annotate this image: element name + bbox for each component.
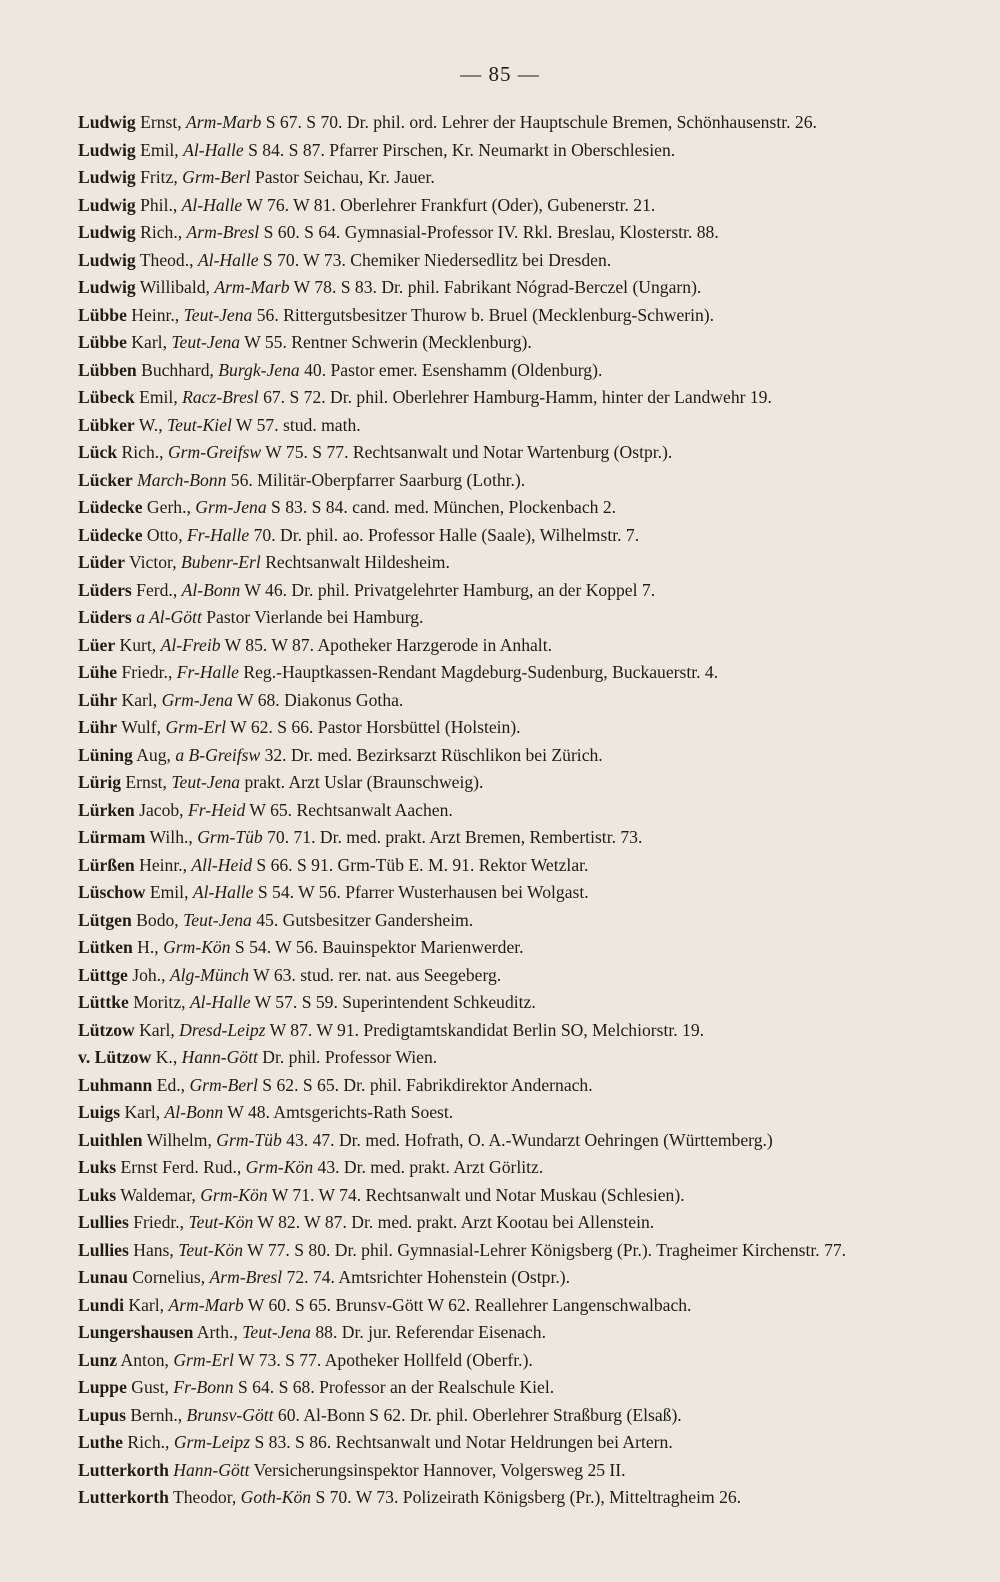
entry-given-name: Ferd., <box>131 579 182 600</box>
entry-fraternity: Grm-Tüb <box>216 1129 282 1150</box>
entry-fraternity: Teut-Jena <box>183 304 253 325</box>
entry-given-name: Theodor, <box>168 1487 241 1507</box>
entry-details: W 73. S 77. Apotheker Hollfeld (Oberfr.). <box>233 1349 533 1370</box>
entry-given-name: Rich., <box>117 442 168 462</box>
directory-entry <box>78 494 920 522</box>
entry-given-name: Wulf, <box>117 717 166 737</box>
directory-entry <box>78 137 920 165</box>
directory-entry <box>78 989 920 1017</box>
entry-details: 56. Rittergutsbesitzer Thurow b. Bruel (Mecklenburg-Schwerin). <box>252 304 715 325</box>
entry-fraternity: Racz-Bresl <box>182 387 259 407</box>
entry-details: W 71. W 74. Rechtsanwalt und Notar Muskau (Schlesien). <box>267 1184 685 1205</box>
entry-fraternity: Grm-Kön <box>200 1184 268 1205</box>
directory-entry <box>78 714 920 742</box>
entry-given-name: Heinr., <box>126 304 184 325</box>
entry-details: 32. Dr. med. Bezirksarzt Rüschlikon bei Zürich. <box>260 744 603 765</box>
entry-fraternity: Brunsv-Gött <box>186 1404 274 1425</box>
entry-given-name: Gust, <box>126 1377 174 1397</box>
entry-fraternity: Hann-Gött <box>173 1459 250 1480</box>
entry-fraternity: March-Bonn <box>137 469 227 490</box>
entry-details: 70. 71. Dr. med. prakt. Arzt Bremen, Rembertistr. 73. <box>262 827 643 847</box>
entry-fraternity: Fr-Halle <box>187 524 250 545</box>
entry-fraternity: Arm-Marb <box>186 112 262 132</box>
entry-fraternity: Teut-Kön <box>178 1239 244 1260</box>
directory-entry <box>78 1127 920 1155</box>
entry-surname: Lübbe <box>78 332 127 352</box>
entry-details: 67. S 72. Dr. phil. Oberlehrer Hamburg-Hamm, hinter der Landwehr 19. <box>258 387 772 407</box>
entry-details: S 54. W 56. Bauinspektor Marienwerder. <box>230 937 524 957</box>
entry-fraternity: Grm-Leipz <box>173 1432 251 1452</box>
entry-given-name: Ernst, <box>121 772 172 792</box>
entry-details: W 57. stud. math. <box>231 414 361 435</box>
entry-given-name: Rich., <box>135 222 187 242</box>
entry-fraternity: Goth-Kön <box>240 1487 312 1507</box>
entry-surname: Lübben <box>78 359 137 380</box>
directory-entry <box>78 769 920 797</box>
entry-surname: Lupus <box>78 1404 126 1425</box>
entry-given-name: Gerh., <box>142 497 196 517</box>
entry-fraternity: Al-Bonn <box>181 579 241 600</box>
entry-surname: Lübeck <box>78 387 135 407</box>
directory-entry <box>78 1374 920 1402</box>
entry-given-name: Aug, <box>132 744 176 765</box>
entry-surname: Ludwig <box>78 277 136 297</box>
entry-surname: Lunau <box>78 1267 128 1287</box>
entry-given-name: Hans, <box>128 1239 179 1260</box>
directory-entry <box>78 1017 920 1045</box>
entry-details: Rechtsanwalt Hildesheim. <box>260 552 450 572</box>
entry-fraternity: Arm-Marb <box>168 1294 244 1315</box>
entry-surname: Lüdecke <box>78 524 143 545</box>
entry-given-name: Karl, <box>134 1019 180 1040</box>
entry-given-name: Kurt, <box>115 634 161 655</box>
entry-given-name: Emil, <box>145 882 193 902</box>
entry-given-name: Wilhelm, <box>142 1129 217 1150</box>
entry-fraternity: Arm-Bresl <box>186 222 260 242</box>
entry-details: W 77. S 80. Dr. phil. Gymnasial-Lehrer Königsberg (Pr.). Tragheimer Kirchenstr. 77. <box>243 1239 847 1260</box>
entry-surname: Lüschow <box>78 882 146 902</box>
entry-details: W 63. stud. rer. nat. aus Seegeberg. <box>249 964 502 985</box>
entry-given-name: Heinr., <box>134 854 192 875</box>
entry-details: Versicherungsinspektor Hannover, Volgersweg 25 II. <box>249 1459 626 1480</box>
entry-details: 88. Dr. jur. Referendar Eisenach. <box>310 1322 546 1342</box>
entry-fraternity: Al-Halle <box>197 249 259 270</box>
directory-entry <box>78 329 920 357</box>
entry-fraternity: Grm-Berl <box>189 1074 258 1095</box>
entry-details: S 67. S 70. Dr. phil. ord. Lehrer der Hauptschule Bremen, Schönhausenstr. 26. <box>261 112 817 132</box>
entry-details: 72. 74. Amtsrichter Hohenstein (Ostpr.). <box>282 1267 570 1287</box>
entry-details: Dr. phil. Professor Wien. <box>257 1047 438 1067</box>
directory-entry <box>78 824 920 852</box>
entry-given-name: Karl, <box>126 332 172 352</box>
entry-details: W 85. W 87. Apotheker Harzgerode in Anhalt. <box>220 634 552 655</box>
entry-given-name: Emil, <box>134 387 183 407</box>
entry-details: W 62. S 66. Pastor Horsbüttel (Holstein). <box>226 717 521 737</box>
entry-fraternity: Grm-Erl <box>173 1349 234 1370</box>
entry-details: 45. Gutsbesitzer Gandersheim. <box>251 909 474 930</box>
entry-surname: Luhmann <box>78 1074 153 1095</box>
entry-surname: Lütgen <box>78 909 132 930</box>
directory-entry <box>78 164 920 192</box>
entry-fraternity: Grm-Greifsw <box>167 442 262 462</box>
entry-fraternity: Dresd-Leipz <box>179 1019 266 1040</box>
directory-entry <box>78 522 920 550</box>
directory-entry <box>78 439 920 467</box>
entry-given-name: Theod., <box>135 249 198 270</box>
entry-given-name: Karl, <box>120 1102 165 1122</box>
directory-entry <box>78 549 920 577</box>
directory-entry <box>78 1209 920 1237</box>
entry-given-name: Buchhard, <box>136 359 219 380</box>
directory-entry <box>78 1402 920 1430</box>
entry-surname: Lullies <box>78 1212 129 1232</box>
entry-surname: Lungershausen <box>78 1322 194 1342</box>
entry-given-name: Willibald, <box>135 277 215 297</box>
entry-details: 56. Militär-Oberpfarrer Saarburg (Lothr.). <box>226 469 526 490</box>
entry-surname: v. Lützow <box>78 1047 152 1067</box>
entry-given-name: Waldemar, <box>116 1184 201 1205</box>
entry-given-name: Ed., <box>152 1074 190 1095</box>
entry-surname: Lüder <box>78 552 125 572</box>
entry-given-name: Victor, <box>124 552 181 572</box>
page-number: — 85 — <box>460 62 540 86</box>
entry-surname: Lühr <box>78 717 118 737</box>
directory-entry <box>78 357 920 385</box>
entry-surname: Ludwig <box>78 167 136 187</box>
directory-entry <box>78 1429 920 1457</box>
entry-given-name: Rich., <box>122 1432 174 1452</box>
entry-surname: Lüdecke <box>78 497 143 517</box>
entry-surname: Ludwig <box>78 139 136 160</box>
entry-surname: Lutterkorth <box>78 1487 169 1507</box>
directory-entry <box>78 192 920 220</box>
entry-surname: Lühe <box>78 662 118 682</box>
directory-entry <box>78 302 920 330</box>
entry-surname: Lüttke <box>78 992 129 1012</box>
entry-details: W 75. S 77. Rechtsanwalt und Notar Wartenburg (Ostpr.). <box>261 442 673 462</box>
entry-surname: Ludwig <box>78 194 136 215</box>
entry-given-name: Wilh., <box>145 827 198 847</box>
entry-surname: Ludwig <box>78 112 136 132</box>
directory-entry <box>78 852 920 880</box>
entry-details: S 83. S 86. Rechtsanwalt und Notar Heldrungen bei Artern. <box>250 1432 673 1452</box>
entry-fraternity: Fr-Bonn <box>173 1377 234 1397</box>
directory-entry <box>78 934 920 962</box>
entry-surname: Lunz <box>78 1349 118 1370</box>
entry-fraternity: a B-Greifsw <box>175 744 261 765</box>
directory-entry <box>78 1154 920 1182</box>
entry-surname: Lützow <box>78 1019 135 1040</box>
entry-surname: Lübbe <box>78 304 127 325</box>
directory-entry <box>78 1292 920 1320</box>
entry-fraternity: Teut-Jena <box>171 332 241 352</box>
entry-surname: Lürßen <box>78 854 135 875</box>
entry-details: Pastor Seichau, Kr. Jauer. <box>250 167 435 187</box>
entry-details: 40. Pastor emer. Esenshamm (Oldenburg). <box>299 359 603 380</box>
entry-surname: Lücker <box>78 469 133 490</box>
entry-fraternity: Grm-Erl <box>165 717 227 737</box>
directory-entry <box>78 1264 920 1292</box>
directory-entry <box>78 962 920 990</box>
entry-fraternity: Grm-Jena <box>161 689 233 710</box>
directory-entry <box>78 1484 920 1512</box>
directory-entry <box>78 1072 920 1100</box>
entry-given-name: Joh., <box>127 964 170 985</box>
entry-given-name: Friedr., <box>128 1212 189 1232</box>
entry-surname: Lüer <box>78 634 116 655</box>
entry-details: Pastor Vierlande bei Hamburg. <box>201 607 424 627</box>
entry-fraternity: a Al-Gött <box>136 607 202 627</box>
entry-fraternity: Al-Freib <box>160 634 221 655</box>
entry-given-name: Ernst, <box>135 112 187 132</box>
entry-surname: Lüning <box>78 744 133 765</box>
entry-fraternity: Fr-Heid <box>187 799 246 820</box>
directory-entry <box>78 1319 920 1347</box>
entry-details: S 83. S 84. cand. med. München, Plockenbach 2. <box>266 497 617 517</box>
entry-details: S 66. S 91. Grm-Tüb E. M. 91. Rektor Wetzlar. <box>252 854 589 875</box>
entry-surname: Lüders <box>78 607 132 627</box>
directory-entry <box>78 879 920 907</box>
entry-given-name: Karl, <box>117 689 162 710</box>
directory-entry <box>78 1457 920 1485</box>
entry-fraternity: Teut-Jena <box>171 772 241 792</box>
directory-entry <box>78 632 920 660</box>
entry-surname: Luthe <box>78 1432 123 1452</box>
entry-surname: Lürig <box>78 772 122 792</box>
directory-entry <box>78 797 920 825</box>
entry-surname: Lück <box>78 442 118 462</box>
directory-entry <box>78 604 920 632</box>
entry-given-name: K., <box>151 1047 182 1067</box>
entry-given-name: Moritz, <box>128 992 190 1012</box>
entry-fraternity: Burgk-Jena <box>218 359 300 380</box>
entry-fraternity: Teut-Jena <box>183 909 252 930</box>
entry-fraternity: Grm-Berl <box>182 167 251 187</box>
entry-fraternity: Grm-Jena <box>195 497 267 517</box>
entry-given-name: Emil, <box>135 139 184 160</box>
entry-surname: Lundi <box>78 1294 124 1315</box>
directory-entry <box>78 109 920 137</box>
entry-fraternity: Al-Halle <box>183 139 244 160</box>
entry-details: 43. 47. Dr. med. Hofrath, O. A.-Wundarzt Oehringen (Württemberg.) <box>281 1129 773 1150</box>
entry-fraternity: Alg-Münch <box>169 964 250 985</box>
entry-fraternity: Grm-Kön <box>163 937 231 957</box>
entry-surname: Lühr <box>78 689 118 710</box>
entry-surname: Lullies <box>78 1239 129 1260</box>
entry-details: Reg.-Hauptkassen-Rendant Magdeburg-Sudenburg, Buckauerstr. 4. <box>238 662 719 682</box>
entry-fraternity: Arm-Bresl <box>209 1267 283 1287</box>
entry-given-name: Phil., <box>135 194 182 215</box>
entry-surname: Lürmam <box>78 827 146 847</box>
entry-given-name: Bernh., <box>125 1404 187 1425</box>
directory-entry <box>78 384 920 412</box>
entry-details: 60. Al-Bonn S 62. Dr. phil. Oberlehrer Straßburg (Elsaß). <box>273 1404 682 1425</box>
entry-given-name: Karl, <box>123 1294 169 1315</box>
entry-given-name: Anton, <box>117 1349 174 1370</box>
entry-fraternity: Bubenr-Erl <box>181 552 261 572</box>
entry-details: W 60. S 65. Brunsv-Gött W 62. Reallehrer Langenschwalbach. <box>243 1294 692 1315</box>
entry-given-name: Ernst Ferd. Rud., <box>116 1157 246 1177</box>
entry-given-name: Fritz, <box>135 167 183 187</box>
entry-fraternity: Teut-Kiel <box>167 414 232 435</box>
entry-details: W 55. Rentner Schwerin (Mecklenburg). <box>240 332 532 352</box>
directory-entry <box>78 1044 920 1072</box>
entry-surname: Luppe <box>78 1377 127 1397</box>
directory-entry <box>78 742 920 770</box>
entry-given-name: Friedr., <box>117 662 177 682</box>
entry-fraternity: All-Heid <box>191 854 252 875</box>
entry-details: S 62. S 65. Dr. phil. Fabrikdirektor Andernach. <box>257 1074 593 1095</box>
directory-entry <box>78 659 920 687</box>
directory-entry <box>78 907 920 935</box>
entry-details: W 48. Amtsgerichts-Rath Soest. <box>223 1102 454 1122</box>
entry-given-name: H., <box>132 937 164 957</box>
entry-details: 70. Dr. phil. ao. Professor Halle (Saale), Wilhelmstr. 7. <box>249 524 640 545</box>
entry-surname: Lürken <box>78 799 135 820</box>
entry-details: prakt. Arzt Uslar (Braunschweig). <box>240 772 484 792</box>
directory-entry <box>78 1099 920 1127</box>
entry-fraternity: Al-Bonn <box>164 1102 224 1122</box>
entry-details: W 57. S 59. Superintendent Schkeuditz. <box>250 992 536 1012</box>
directory-entries <box>78 109 920 1512</box>
entry-fraternity: Al-Halle <box>181 194 243 215</box>
directory-entry <box>78 247 920 275</box>
entry-surname: Lübker <box>78 414 135 435</box>
entry-details: S 70. W 73. Chemiker Niedersedlitz bei Dresden. <box>258 249 612 270</box>
entry-surname: Luks <box>78 1184 117 1205</box>
entry-surname: Lüttge <box>78 964 128 985</box>
entry-details: 43. Dr. med. prakt. Arzt Görlitz. <box>313 1157 544 1177</box>
entry-given-name: W., <box>134 414 167 435</box>
entry-surname: Lüders <box>78 579 132 600</box>
entry-given-name: Arth., <box>193 1322 243 1342</box>
entry-details: S 70. W 73. Polizeirath Königsberg (Pr.), Mitteltragheim 26. <box>311 1487 742 1507</box>
directory-entry <box>78 1237 920 1265</box>
entry-details: S 84. S 87. Pfarrer Pirschen, Kr. Neumarkt in Oberschlesien. <box>243 139 676 160</box>
entry-fraternity: Grm-Tüb <box>197 827 263 847</box>
entry-details: S 54. W 56. Pfarrer Wusterhausen bei Wolgast. <box>253 882 589 902</box>
entry-details: W 65. Rechtsanwalt Aachen. <box>245 799 453 820</box>
entry-details: W 46. Dr. phil. Privatgelehrter Hamburg, an der Koppel 7. <box>240 579 656 600</box>
directory-entry <box>78 274 920 302</box>
directory-entry <box>78 687 920 715</box>
directory-entry <box>78 467 920 495</box>
entry-fraternity: Teut-Kön <box>188 1212 254 1232</box>
entry-given-name: Otto, <box>142 524 188 545</box>
directory-entry <box>78 219 920 247</box>
entry-surname: Lütken <box>78 937 133 957</box>
entry-surname: Luigs <box>78 1102 121 1122</box>
entry-fraternity: Arm-Marb <box>214 277 290 297</box>
directory-entry <box>78 412 920 440</box>
entry-details: W 78. S 83. Dr. phil. Fabrikant Nógrad-Berczel (Ungarn). <box>289 277 702 297</box>
entry-surname: Luks <box>78 1157 117 1177</box>
entry-given-name: Cornelius, <box>127 1267 210 1287</box>
entry-fraternity: Al-Halle <box>189 992 251 1012</box>
entry-surname: Luithlen <box>78 1129 143 1150</box>
entry-fraternity: Grm-Kön <box>245 1157 314 1177</box>
entry-fraternity: Al-Halle <box>192 882 254 902</box>
directory-entry <box>78 1347 920 1375</box>
entry-surname: Ludwig <box>78 249 136 270</box>
entry-details: S 60. S 64. Gymnasial-Professor IV. Rkl. Breslau, Klosterstr. 88. <box>259 222 719 242</box>
entry-details: S 64. S 68. Professor an der Realschule Kiel. <box>233 1377 555 1397</box>
entry-given-name: Jacob, <box>134 799 188 820</box>
directory-entry <box>78 1182 920 1210</box>
entry-details: W 87. W 91. Predigtamtskandidat Berlin SO, Melchiorstr. 19. <box>265 1019 705 1040</box>
entry-surname: Lutterkorth <box>78 1459 169 1480</box>
entry-details: W 76. W 81. Oberlehrer Frankfurt (Oder), Gubenerstr. 21. <box>242 194 656 215</box>
entry-fraternity: Hann-Gött <box>181 1047 258 1067</box>
entry-surname: Ludwig <box>78 222 136 242</box>
entry-fraternity: Fr-Halle <box>176 662 239 682</box>
entry-details: W 68. Diakonus Gotha. <box>232 689 404 710</box>
entry-details: W 82. W 87. Dr. med. prakt. Arzt Kootau bei Allenstein. <box>253 1212 655 1232</box>
entry-fraternity: Teut-Jena <box>242 1322 311 1342</box>
entry-given-name: Bodo, <box>131 909 184 930</box>
directory-entry <box>78 577 920 605</box>
